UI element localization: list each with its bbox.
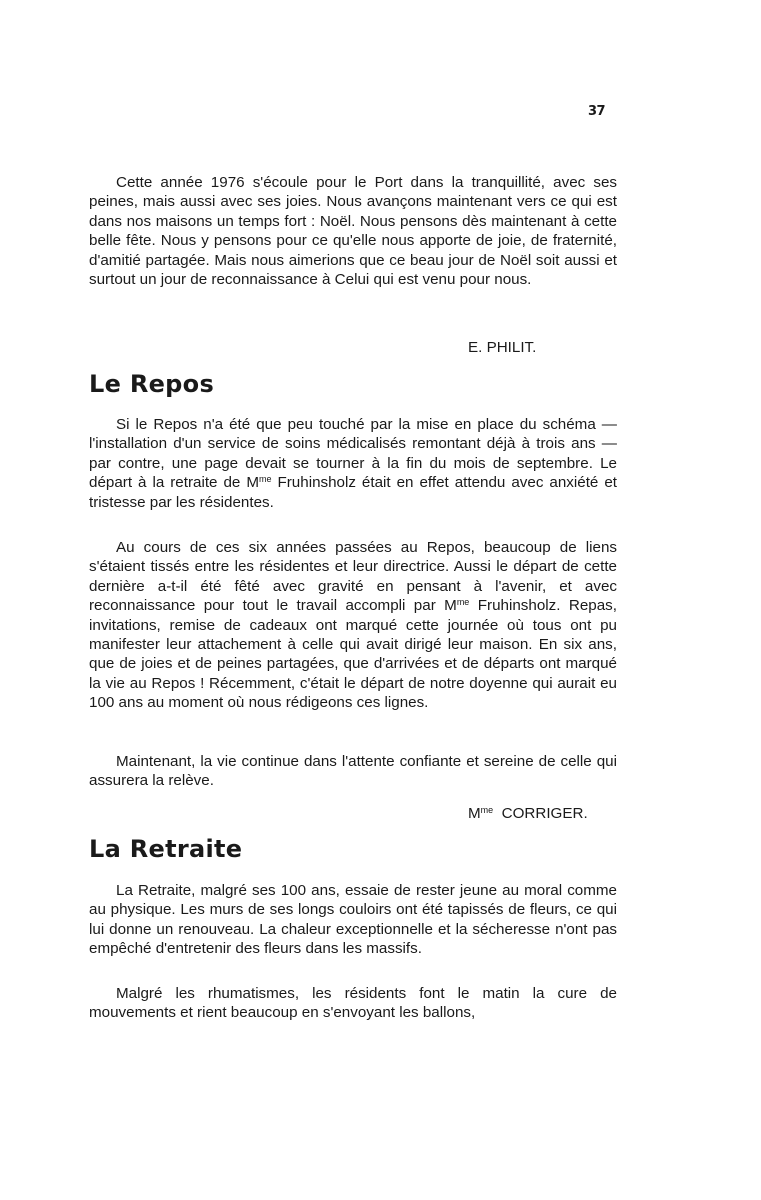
repos-signature-superscript: me — [480, 805, 494, 815]
repos-signature-name: CORRIGER. — [501, 805, 588, 822]
repos-p1-text-b: Fruhinsholz était en effet attendu avec anxiété et tristesse par les résidentes. — [89, 474, 618, 511]
repos-signature — [468, 804, 588, 823]
repos-p1-superscript: me — [258, 474, 272, 485]
section-title-retraite: La Retraite — [89, 835, 243, 863]
repos-signature-prefix: M — [468, 805, 481, 822]
repos-paragraph-1 — [89, 415, 617, 512]
repos-p2-superscript: me — [456, 597, 470, 608]
repos-paragraph-2 — [89, 538, 617, 713]
repos-paragraph-3: Maintenant, la vie continue dans l'attente confiante et sereine de celle qui assurera la relève. — [89, 753, 617, 790]
repos-p1-text-a: Si le Repos n'a été que peu touché par la mise en place du schéma — l'installation d'un service de soins médicalisés remontant déjà à trois ans — par contre, une page devait se tourner à la fin du mois de septembre. Le départ à la retraite de M — [89, 416, 617, 492]
retraite-paragraph-2: Malgré les rhumatismes, les résidents font le matin la cure de mouvements et rient beaucoup en s'envoyant les ballons, — [89, 985, 617, 1022]
intro-signature: E. PHILIT. — [468, 339, 537, 356]
intro-paragraph: Cette année 1976 s'écoule pour le Port dans la tranquillité, avec ses peines, mais aussi avec ses joies. Nous avançons maintenant vers ce qui est dans nos maisons un temps fort : Noël. Nous pensons dès maintenant à cette belle fête. Nous y pensons pour ce qu'elle nous apporte de joie, de fraternité, d'amitié partagée. Mais nous aimerions que ce beau jour de Noël soit aussi et surtout un jour de reconnaissance à Celui qui est venu pour nous. — [89, 174, 617, 289]
retraite-paragraph-1: La Retraite, malgré ses 100 ans, essaie de rester jeune au moral comme au physique. Les murs de ses longs couloirs ont été tapissés de fleurs, ce qui lui donne un renouveau. La chaleur exceptionnelle et la sécheresse n'ont pas empêché d'entretenir des fleurs dans les massifs. — [89, 882, 617, 958]
section-title-repos: Le Repos — [89, 370, 215, 398]
repos-p2-text-a: Au cours de ces six années passées au Repos, beaucoup de liens s'étaient tissés entre les résidentes et leur directrice. Aussi le départ de cette dernière a-t-il été fêté avec gravité en pensant à l'avenir, et avec reconnaissance pour tout le travail accompli par M — [89, 539, 617, 615]
repos-p2-text-b: Fruhinsholz. Repas, invitations, remise de cadeaux ont marqué cette journée où tous ont pu manifester leur attachement à celle qui avait dirigé leur maison. En six ans, que de joies et de peines partagées, que d'arrivées et de départs ont marqué la vie au Repos ! Récemment, c'était le départ de notre doyenne qui aurait eu 100 ans au moment où nous rédigeons ces lignes. — [89, 597, 617, 712]
page-number: 37 — [588, 104, 606, 119]
